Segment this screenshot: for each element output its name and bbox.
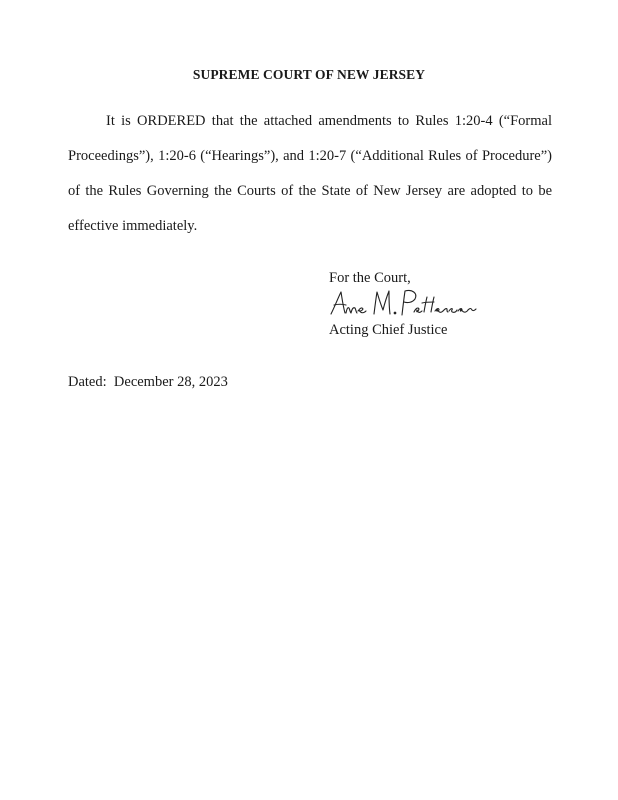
handwritten-signature (329, 288, 479, 320)
order-paragraph: It is ORDERED that the attached amendments to Rules 1:20-4 (“Formal Proceedings”), 1:20-6 (“Hearings”), and 1:20-7 (“Additional Rules of Procedure”) of the Rules Governing the Courts of the State of New Jersey are adopted to be effective immediately. (68, 113, 552, 234)
signature-block (329, 268, 569, 340)
document-heading: SUPREME COURT OF NEW JERSEY (192, 67, 426, 82)
dated-line (68, 374, 228, 391)
dated-value: December 28, 2023 (113, 374, 228, 390)
closing-line: For the Court, (329, 270, 411, 286)
dated-label: Dated: (68, 374, 107, 390)
signer-title: Acting Chief Justice (329, 322, 448, 338)
